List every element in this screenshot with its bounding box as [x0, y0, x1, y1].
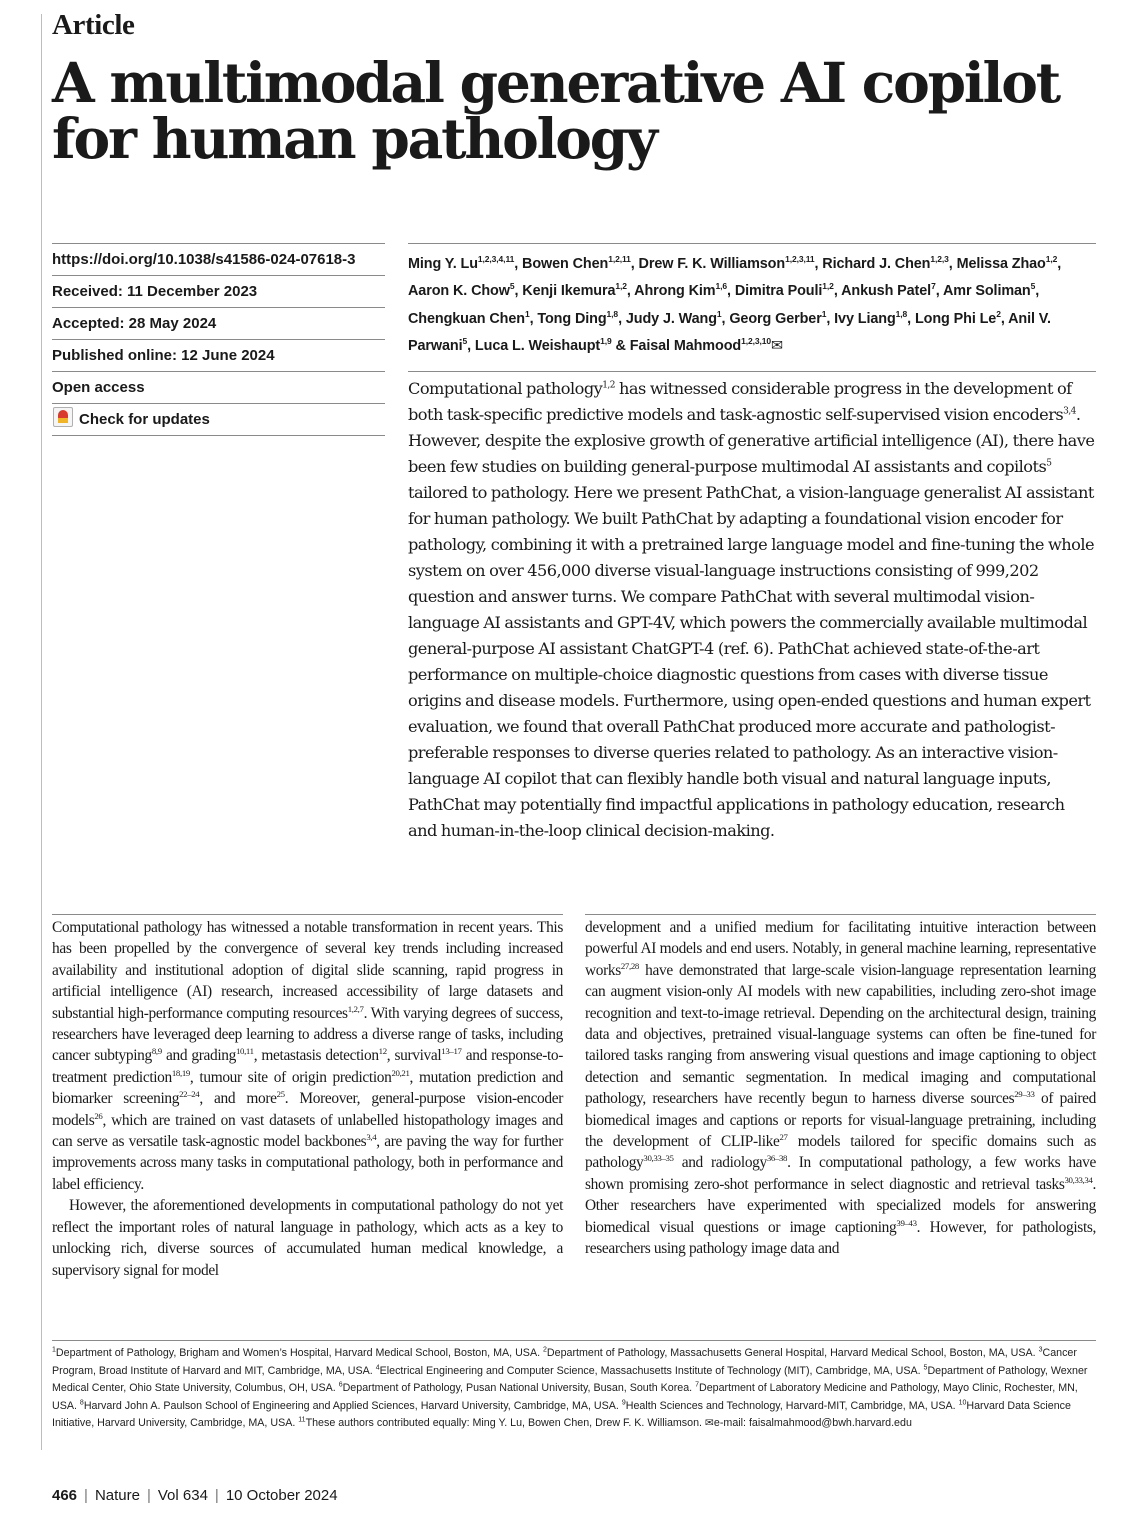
body-column-right [585, 914, 1096, 1260]
journal-name: Nature [94, 1487, 140, 1504]
open-access-label: Open access [52, 371, 385, 403]
body-paragraph: However, the aforementioned developments in computational pathology do not yet reflect the important roles of natural language in pathology, which acts as a key to unlocking rich, diverse sources of accumulated human medical knowledge, a supervisory signal for model [52, 1197, 563, 1279]
article-type-label: Article [52, 9, 135, 41]
footer-separator: | [84, 1487, 88, 1504]
margin-rule [41, 14, 42, 1450]
body-paragraph: Computational pathology has witnessed a notable transformation in recent years. This has been propelled by the convergence of several key trends including increased availability and institutional adoption of digital slide scanning, rapid progress in artificial intelligence (AI) research, increased accessibility of large datasets and substantial high-performance computing resources$^{1,2,7}$. With varying degrees of success, researchers have leveraged deep learning to address a diverse range of tasks, including cancer subtyping$^{8,9}$ and grading$^{10,11}$, metastasis detection$^{12}$, survival$^{13-17}$ and response-to-treatment prediction$^{18,19}$, tumour site of origin prediction$^{20,21}$, mutation prediction and biomarker screening$^{22-24}$, and more$^{25}$. Moreover, general-purpose vision-encoder models$^{26}$, which are trained on vast datasets of unlabelled histopathology images and can serve as versatile task-agnostic model backbones$^{3,4}$, are paving the way for further improvements across many tasks in computational pathology, both in performance and label efficiency. [52, 919, 564, 1193]
abstract: Computational pathology$^{1,2}$ has witnessed considerable progress in the development of both task-specific predictive models and task-agnostic self-supervised vision encoders$^{3,4}$. However, despite the explosive growth of generative artificial intelligence (AI), there have been few studies on building general-purpose multimodal AI assistants and copilots$^5$ tailored to pathology. Here we present PathChat, a vision-language generalist AI assistant for human pathology. We built PathChat by adapting a foundational vision encoder for pathology, combining it with a pretrained large language model and fine-tuning the whole system on over 456,000 diverse visual-language instructions consisting of 999,202 question and answer turns. We compare PathChat with several multimodal vision-language AI assistants and GPT-4V, which powers the commercially available multimodal general-purpose AI assistant ChatGPT-4 (ref. 6). PathChat achieved state-of-the-art performance on multiple-choice diagnostic questions from cases with diverse tissue origins and disease models. Furthermore, using open-ended questions and human expert evaluation, we found that overall PathChat produced more accurate and pathologist-preferable responses to diverse queries related to pathology. As an interactive vision-language AI copilot that can flexibly handle both visual and natural language inputs, PathChat may potentially find impactful applications in pathology education, research and human-in-the-loop clinical decision-making. [408, 371, 1096, 844]
check-updates-text: Check for updates [79, 411, 210, 428]
crossmark-icon [53, 407, 73, 427]
body-paragraph: development and a unified medium for facilitating intuitive interaction between powerful AI models and end users. Notably, in general machine learning, representative works$^{27,28}$ have demonstrated that large-scale vision-language representation learning can augment vision-only AI models with new capabilities, including zero-shot image recognition and text-to-image retrieval. Depending on the architectural design, training data and objectives, pretrained visual-language systems can often be fine-tuned for tailored tasks ranging from answering visual questions and image captioning to object detection and semantic segmentation. In medical imaging and computational pathology, researchers have recently begun to harness diverse sources$^{29-33}$ of paired biomedical images and captions or reports for visual-language pretraining, including the development of CLIP-like$^{27}$ models tailored for specific domains such as pathology$^{30,33-35}$ and radiology$^{36-38}$. In computational pathology, a few works have shown promising zero-shot performance in select diagnostic and retrieval tasks$^{30,33,34}$. Other researchers have experimented with specialized models for answering biomedical visual questions or image captioning$^{39-43}$. However, for pathologists, researchers using pathology image data and [585, 919, 1097, 1258]
body-column-left [52, 914, 563, 1281]
published-date: Published online: 12 June 2024 [52, 339, 385, 371]
footer-separator: | [146, 1487, 151, 1504]
page-number: 466 [52, 1487, 78, 1504]
footer-separator: | [214, 1487, 219, 1504]
author-list: Ming Y. Lu$^{1,2,3,4,11}$, Bowen Chen$^{1,2,11}$, Drew F. K. Williamson$^{1,2,3,11}$, Richard J. Chen$^{1,2,3}$, Melissa Zhao$^{1,2}$, Aaron K. Chow$^5$, Kenji Ikemura$^{1,2}$, Ahrong Kim$^{1,6}$, Dimitra Pouli$^{1,2}$, Ankush Patel$^7$, Amr Soliman$^5$, Chengkuan Chen$^1$, Tong Ding$^{1,8}$, Judy J. Wang$^1$, Georg Gerber$^1$, Ivy Liang$^{1,8}$, Long Phi Le$^2$, Anil V. Parwani$^5$, Luca L. Weishaupt$^{1,9}$ & Faisal Mahmood$^{1,2,3,10}$✉ [408, 243, 1096, 357]
accepted-date: Accepted: 28 May 2024 [52, 307, 385, 339]
received-date: Received: 11 December 2023 [52, 275, 385, 307]
check-for-updates-link[interactable] [52, 403, 385, 436]
issue-date: 10 October 2024 [225, 1487, 338, 1504]
article-metadata [52, 243, 385, 436]
doi-link[interactable] [52, 243, 385, 275]
affiliations-footnote: $^1$Department of Pathology, Brigham and Women’s Hospital, Harvard Medical School, Boston, MA, USA. $^2$Department of Pathology, Massachusetts General Hospital, Harvard Medical School, Boston, MA, USA. $^3$Cancer Program, Broad Institute of Harvard and MIT, Cambridge, MA, USA. $^4$Electrical Engineering and Computer Science, Massachusetts Institute of Technology (MIT), Cambridge, MA, USA. $^5$Department of Pathology, Wexner Medical Center, Ohio State University, Columbus, OH, USA. $^6$Department of Pathology, Pusan National University, Busan, South Korea. $^7$Department of Laboratory Medicine and Pathology, Mayo Clinic, Rochester, MN, USA. $^8$Harvard John A. Paulson School of Engineering and Applied Sciences, Harvard University, Cambridge, MA, USA. $^9$Health Sciences and Technology, Harvard-MIT, Cambridge, MA, USA. $^{10}$Harvard Data Science Initiative, Harvard University, Cambridge, MA, USA. $^{11}$These authors contributed equally: Ming Y. Lu, Bowen Chen, Drew F. K. Williamson. ✉e-mail: faisalmahmood@bwh.harvard.edu [52, 1340, 1096, 1433]
doi-text: https://doi.org/10.1038/s41586-024-07618-3 [52, 251, 356, 268]
journal-volume: Vol 634 [157, 1487, 208, 1504]
article-title: A multimodal generative AI copilot for human pathology [52, 50, 1059, 171]
page-footer [52, 1487, 338, 1504]
